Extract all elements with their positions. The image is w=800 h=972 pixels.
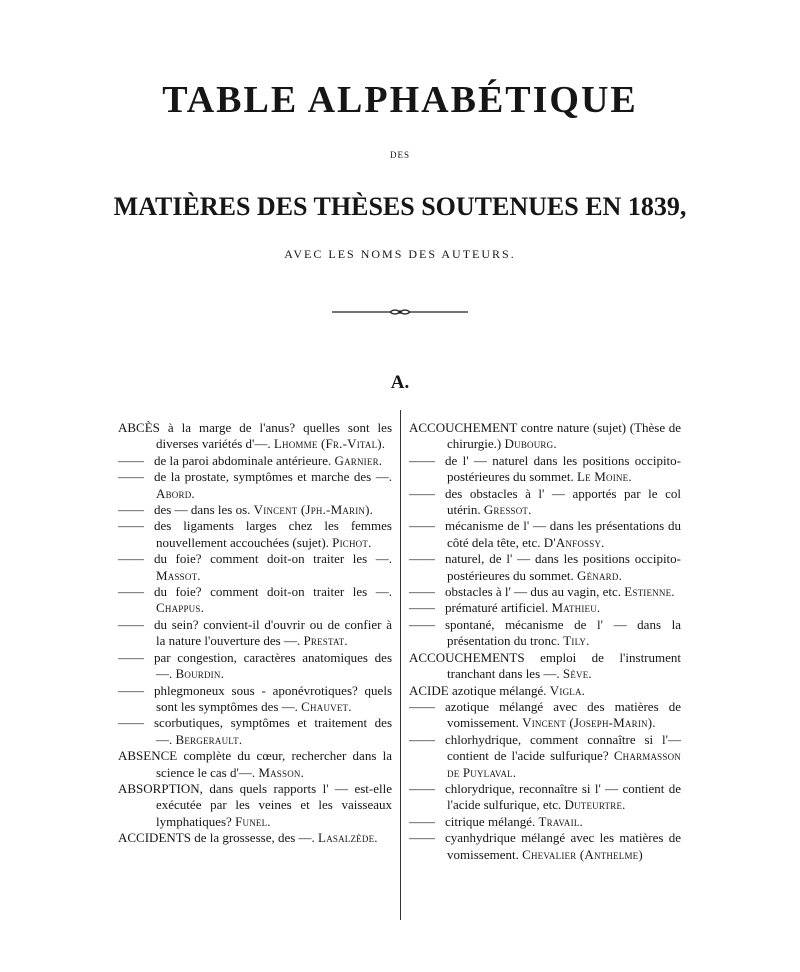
- index-entry: [118, 617, 392, 650]
- left-column: [118, 420, 392, 847]
- index-entry: [409, 683, 681, 699]
- entry-text: du sein? convient-il d'ouvrir ou de confier à la nature l'ouverture des —.: [154, 616, 392, 649]
- entry-heading: ——: [409, 731, 435, 747]
- section-letter: A.: [390, 372, 410, 393]
- entry-text: scorbutiques, symptômes et traitement des —.: [154, 715, 392, 747]
- entry-heading: ACCIDENTS: [118, 830, 191, 846]
- entry-text: prématuré artificiel.: [445, 600, 552, 616]
- entry-author: Travail.: [538, 813, 583, 829]
- ornament-divider-icon: [330, 306, 470, 318]
- entry-text: emploi de l'instrument tranchant dans les —.: [447, 649, 681, 682]
- entry-text: à la marge de l'anus? quelles sont les diverses variétés d'—.: [156, 420, 392, 452]
- entry-author: Garnier.: [334, 452, 383, 468]
- entry-author: Sève.: [562, 666, 592, 682]
- entry-text: azotique mélangé.: [448, 682, 550, 698]
- entry-text: des obstacles à l' — apportés par le col utérin.: [445, 485, 681, 518]
- entry-heading: ——: [118, 682, 144, 698]
- entry-text: mécanisme de l' — dans les présentations du côté dela tête, etc.: [445, 518, 681, 550]
- entry-heading: ACIDE: [409, 682, 449, 698]
- entry-heading: ——: [409, 452, 435, 468]
- entry-text: de la prostate, symptômes et marche des —.: [154, 469, 392, 485]
- index-entry: [118, 584, 392, 617]
- entry-heading: ACCOUCHEMENTS: [409, 649, 525, 665]
- index-entry: [409, 830, 681, 863]
- entry-heading: ABSORPTION: [118, 780, 200, 796]
- index-entry: [118, 502, 392, 518]
- entry-text: chlorydrique, reconnaître si l' — contient de l'acide sulfurique, etc.: [445, 780, 681, 813]
- index-entry: [409, 453, 681, 486]
- entry-heading: ——: [409, 813, 435, 829]
- index-entry: [409, 551, 681, 584]
- index-entry: [409, 584, 681, 600]
- index-entry: [118, 420, 392, 453]
- index-entry: [409, 518, 681, 551]
- entry-heading: ABSENCE: [118, 748, 178, 764]
- entry-text: naturel, de l' — dans les positions occipito-postérieures du sommet.: [445, 551, 681, 583]
- entry-text: de la grossesse, des —.: [190, 830, 319, 846]
- index-entry: [118, 518, 392, 551]
- index-entry: [409, 420, 681, 453]
- right-column: [409, 420, 681, 863]
- index-entry: [409, 617, 681, 650]
- entry-author: Chauvet.: [301, 698, 352, 714]
- entry-author: Vigla.: [549, 682, 586, 698]
- entry-text: spontané, mécanisme de l' — dans la présentation du tronc.: [445, 616, 681, 649]
- entry-text: du foie? comment doit-on traiter les —.: [154, 584, 392, 600]
- index-entry: [409, 732, 681, 781]
- entry-heading: ——: [409, 698, 435, 714]
- entry-heading: ——: [409, 551, 435, 567]
- entry-heading: ——: [409, 830, 435, 846]
- index-entry: [409, 699, 681, 732]
- entry-text: par congestion, caractères anatomiques des —.: [154, 649, 392, 682]
- entry-heading: ——: [409, 485, 435, 501]
- entry-text: des ligaments larges chez les femmes nouvellement accouchées (sujet).: [154, 518, 392, 550]
- entry-heading: ——: [409, 780, 435, 796]
- entry-heading: ——: [409, 584, 435, 600]
- entry-author: Duteurtre.: [564, 797, 626, 813]
- entry-text: de la paroi abdominale antérieure.: [154, 452, 335, 468]
- entry-author: Prestat.: [303, 633, 348, 649]
- index-entry: [409, 650, 681, 683]
- entry-heading: ——: [118, 518, 144, 534]
- entry-author: Vincent (Joseph-Marin).: [522, 715, 656, 731]
- entry-text: phlegmoneux sous - aponévrotiques? quels sont les symptômes des —.: [154, 682, 392, 714]
- index-entry: [409, 781, 681, 814]
- entry-text: , dans quels rapports l' — est-elle exécutée par les veines et les vaisseaux lymphatiques?: [156, 780, 392, 829]
- entry-heading: ——: [409, 600, 435, 616]
- entry-text: du foie? comment doit-on traiter les —.: [154, 551, 392, 567]
- entry-heading: ——: [118, 469, 144, 485]
- entry-author: Abord.: [156, 485, 195, 501]
- entry-author: Lhomme (Fr.-Vital).: [273, 436, 386, 452]
- entry-author: D'Anfossy.: [543, 534, 605, 550]
- entry-author: Estienne.: [624, 584, 675, 600]
- entry-author: Gressot.: [483, 502, 532, 518]
- entry-author: Vincent (Jph.-Marin).: [253, 502, 374, 518]
- entry-heading: ——: [118, 616, 144, 632]
- entry-text: contre nature (sujet) (Thèse de chirurgie.): [447, 420, 681, 452]
- entry-heading: ——: [409, 518, 435, 534]
- entry-text: complète du cœur, rechercher dans la science le cas d'—.: [156, 748, 392, 780]
- index-entry: [118, 781, 392, 830]
- entry-author: Charmasson de Puylaval.: [447, 748, 681, 780]
- entry-author: Pichot.: [332, 534, 372, 550]
- entry-text: de l' — naturel dans les positions occipito-postérieures du sommet.: [445, 452, 681, 485]
- entry-author: Masson.: [258, 764, 305, 780]
- index-entry: [118, 748, 392, 781]
- page-subtitle: MATIÈRES DES THÈSES SOUTENUES EN 1839,: [113, 192, 687, 221]
- index-entry: [118, 650, 392, 683]
- entry-text: obstacles à l' — dus au vagin, etc.: [445, 584, 625, 600]
- entry-author: Chappus.: [156, 600, 205, 616]
- entry-author: Massot.: [156, 567, 201, 583]
- entry-author: Lasalzède.: [318, 830, 378, 846]
- entry-author: Bergerault.: [175, 731, 243, 747]
- entry-author: Génard.: [576, 567, 623, 583]
- index-entry: [118, 715, 392, 748]
- entry-author: Dubourg.: [504, 436, 557, 452]
- entry-text: citrique mélangé.: [445, 813, 539, 829]
- entry-text: des — dans les os.: [154, 502, 254, 518]
- entry-heading: ——: [118, 715, 144, 731]
- column-divider: [400, 410, 401, 920]
- entry-text: chlorhydrique, comment connaître si l'—contient de l'acide sulfurique?: [445, 731, 681, 764]
- entry-author: Chevalier (Anthelme): [522, 846, 643, 862]
- entry-heading: ——: [118, 584, 144, 600]
- entry-author: Mathieu.: [551, 600, 601, 616]
- entry-heading: ——: [118, 452, 144, 468]
- page-title: TABLE ALPHABÉTIQUE: [162, 79, 638, 121]
- index-entry: [118, 683, 392, 716]
- entry-text: azotique mélangé avec des matières de vomissement.: [445, 698, 681, 731]
- entry-heading: ABCÈS: [118, 420, 160, 435]
- index-entry: [118, 453, 392, 469]
- authors-line: AVEC LES NOMS DES AUTEURS.: [284, 247, 516, 261]
- entry-heading: ——: [118, 551, 144, 567]
- entry-heading: ——: [409, 616, 435, 632]
- entry-text: cyanhydrique mélangé avec les matières de vomissement.: [445, 830, 681, 862]
- entry-author: Bourdin.: [175, 666, 225, 682]
- index-entry: [409, 600, 681, 616]
- index-entry: [118, 469, 392, 502]
- entry-heading: ACCOUCHEMENT: [409, 420, 518, 435]
- entry-author: Tily.: [563, 633, 590, 649]
- entry-author: Funel.: [235, 813, 271, 829]
- index-entry: [409, 486, 681, 519]
- entry-heading: ——: [118, 649, 144, 665]
- index-entry: [118, 830, 392, 846]
- entry-heading: ——: [118, 502, 144, 518]
- index-entry: [118, 551, 392, 584]
- title-connector: DES: [389, 150, 410, 160]
- index-entry: [409, 814, 681, 830]
- entry-author: Le Moine.: [576, 469, 632, 485]
